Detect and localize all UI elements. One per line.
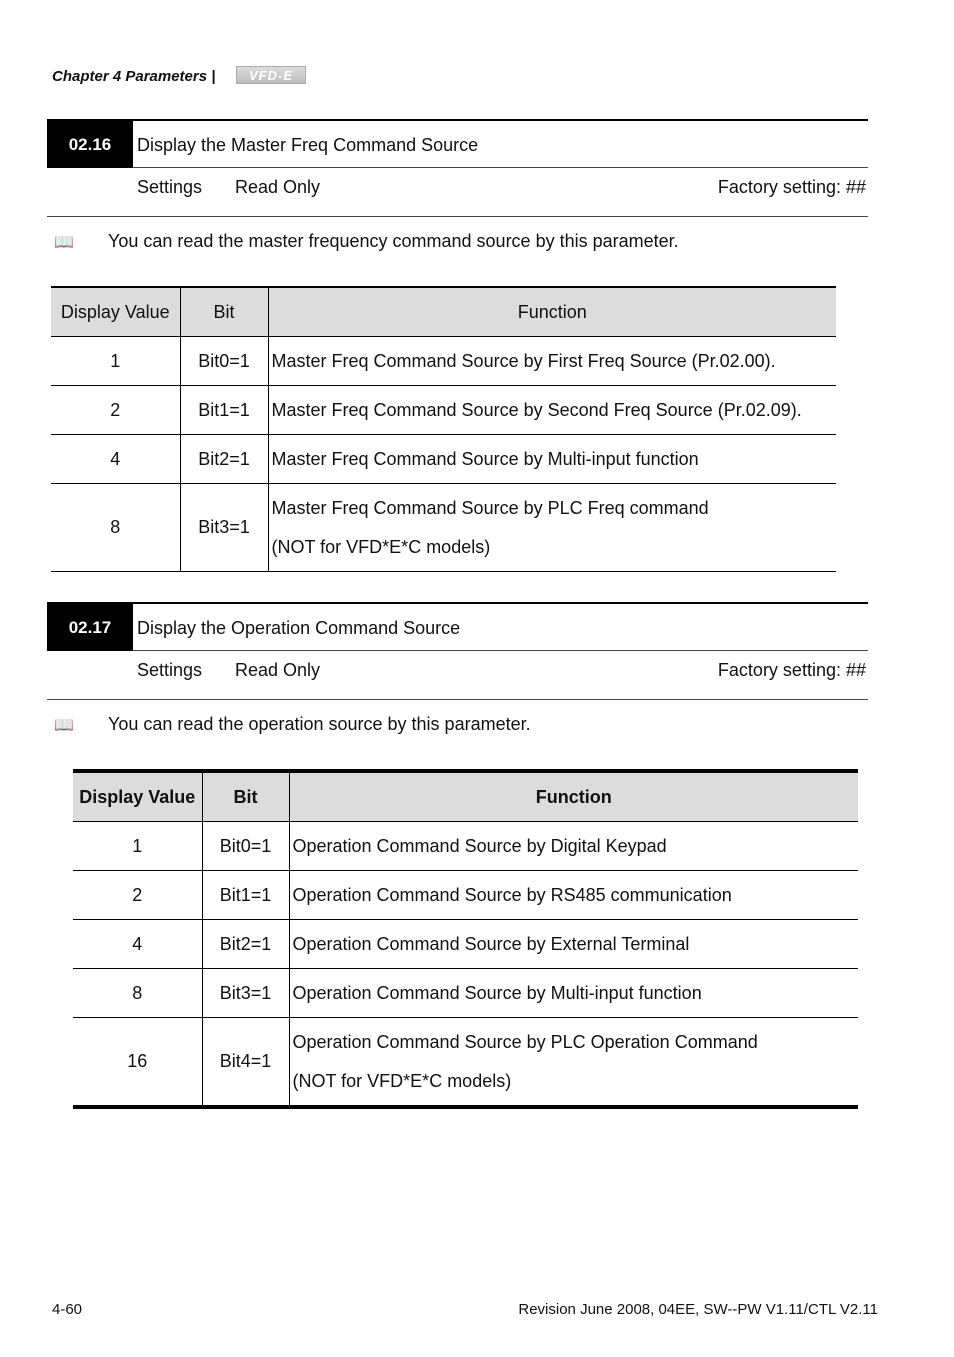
table-row <box>73 969 858 1018</box>
table-row <box>51 337 836 386</box>
function-line: Operation Command Source by PLC Operation Command <box>292 1031 758 1052</box>
function-cell: Master Freq Command Source by Second Freq Source (Pr.02.09). <box>268 386 836 435</box>
column-header-bit: Bit <box>202 771 289 822</box>
function-cell <box>289 1018 858 1108</box>
settings-label: Settings <box>137 660 203 680</box>
param-number: 02.16 <box>47 121 133 168</box>
display-value-cell: 16 <box>73 1018 202 1108</box>
display-value-cell: 2 <box>73 871 202 920</box>
bit-cell: Bit1=1 <box>202 871 289 920</box>
function-cell: Master Freq Command Source by First Freq Source (Pr.02.00). <box>268 337 836 386</box>
table-row <box>73 920 858 969</box>
function-cell: Master Freq Command Source by Multi-input function <box>268 435 836 484</box>
function-cell: Operation Command Source by Multi-input function <box>289 969 858 1018</box>
display-value-cell: 1 <box>51 337 180 386</box>
factory-setting: Factory setting: ## <box>717 660 866 680</box>
function-cell: Operation Command Source by External Terminal <box>289 920 858 969</box>
function-cell: Operation Command Source by Digital Keypad <box>289 822 858 871</box>
logo-text: VFD-E <box>249 67 293 83</box>
column-header-display-value: Display Value <box>51 287 180 337</box>
table-row <box>73 871 858 920</box>
note-text: You can read the master frequency command source by this parameter. <box>108 231 679 251</box>
bit-cell: Bit0=1 <box>202 822 289 871</box>
book-icon: 📖 <box>54 717 74 734</box>
param-block-02-16 <box>47 119 868 218</box>
function-line: Master Freq Command Source by PLC Freq command <box>271 497 709 518</box>
settings-value: Read Only <box>235 660 321 680</box>
divider <box>47 699 868 700</box>
bit-cell: Bit3=1 <box>202 969 289 1018</box>
display-value-cell: 8 <box>51 484 180 572</box>
table-row <box>51 484 836 572</box>
settings-value: Read Only <box>235 177 321 197</box>
table-row <box>73 822 858 871</box>
column-header-display-value: Display Value <box>73 771 202 822</box>
display-value-cell: 4 <box>51 435 180 484</box>
divider <box>133 650 868 651</box>
param-title: Display the Master Freq Command Source <box>137 135 479 155</box>
display-value-cell: 1 <box>73 822 202 871</box>
param-number: 02.17 <box>47 604 133 651</box>
display-value-cell: 4 <box>73 920 202 969</box>
bit-table-02-16 <box>51 286 836 572</box>
chapter-title: Chapter 4 Parameters <box>52 68 208 85</box>
function-line: (NOT for VFD*E*C models) <box>271 536 491 557</box>
function-line: (NOT for VFD*E*C models) <box>292 1070 512 1091</box>
divider <box>133 167 868 168</box>
column-header-function: Function <box>289 771 858 822</box>
function-cell: Operation Command Source by RS485 communication <box>289 871 858 920</box>
column-header-bit: Bit <box>180 287 268 337</box>
bit-cell: Bit4=1 <box>202 1018 289 1108</box>
chapter-heading <box>52 68 215 85</box>
table-row <box>51 386 836 435</box>
bit-table-02-17 <box>73 769 858 1109</box>
revision-text: Revision June 2008, 04EE, SW--PW V1.11/CTL V2.11 <box>518 1301 878 1318</box>
note-text: You can read the operation source by this parameter. <box>108 714 531 734</box>
display-value-cell: 2 <box>51 386 180 435</box>
page-number: 4-60 <box>52 1301 83 1318</box>
display-value-cell: 8 <box>73 969 202 1018</box>
bit-cell: Bit0=1 <box>180 337 268 386</box>
divider <box>47 602 868 604</box>
bit-cell: Bit3=1 <box>180 484 268 572</box>
table-header-row <box>51 287 836 337</box>
header-separator: | <box>211 68 216 85</box>
column-header-function: Function <box>268 287 836 337</box>
divider <box>47 119 868 121</box>
factory-setting: Factory setting: ## <box>717 177 866 197</box>
bit-cell: Bit2=1 <box>180 435 268 484</box>
table-row <box>73 1018 858 1108</box>
vfd-e-logo <box>236 66 306 84</box>
table-header-row <box>73 771 858 822</box>
bit-cell: Bit1=1 <box>180 386 268 435</box>
bit-cell: Bit2=1 <box>202 920 289 969</box>
book-icon: 📖 <box>54 234 74 251</box>
param-block-02-17 <box>47 602 868 701</box>
function-cell <box>268 484 836 572</box>
table-row <box>51 435 836 484</box>
settings-label: Settings <box>137 177 203 197</box>
divider <box>47 216 868 217</box>
param-title: Display the Operation Command Source <box>137 618 461 638</box>
